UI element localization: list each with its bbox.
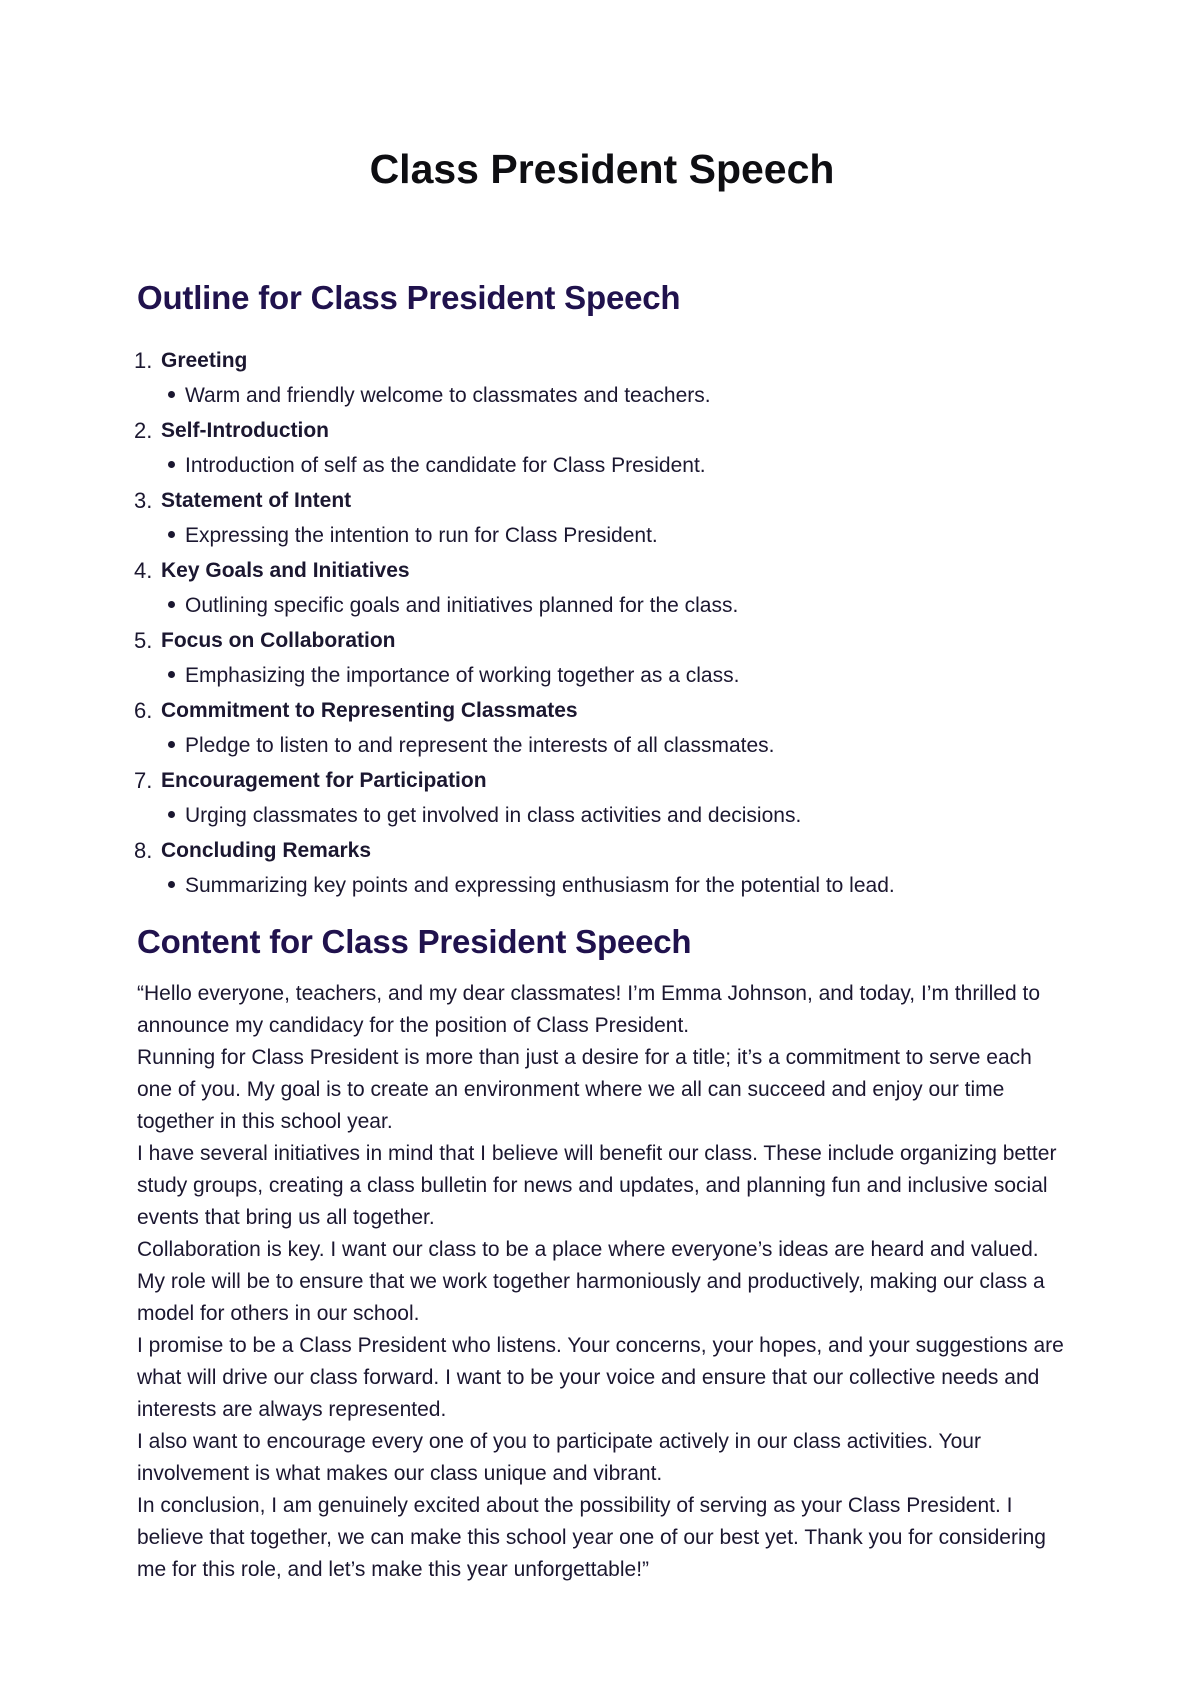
bullet-icon [168,811,175,818]
outline-item-number: 8. [134,838,153,863]
outline-item-detail [168,661,739,691]
outline-item-title: Focus on Collaboration [161,629,396,652]
outline-item-detail-text: Outlining specific goals and initiatives planned for the class. [185,594,739,617]
outline-item-number: 7. [134,768,153,793]
outline-item-detail [168,381,711,411]
outline-item-detail-text: Introduction of self as the candidate for Class President. [185,454,706,477]
outline-item-detail [168,591,738,621]
speech-paragraph: Collaboration is key. I want our class to be a place where everyone’s ideas are heard and valued. My role will be to ensure that we work together harmoniously and productively, making our class a model for others in our school. [137,1238,1045,1325]
outline-item-title: Encouragement for Participation [161,769,487,792]
outline-item-detail [168,451,706,481]
outline-item-number: 2. [134,418,153,443]
bullet-icon [168,391,175,398]
speech-paragraph: I have several initiatives in mind that I believe will benefit our class. These include organizing better study groups, creating a class bulletin for news and updates, and planning fun and inclusive social events that bring us all together. [137,1142,1057,1229]
outline-item [134,412,1067,482]
outline-item-number: 4. [134,558,153,583]
outline-item [134,692,1067,762]
bullet-icon [168,461,175,468]
outline-item-number: 1. [134,348,153,373]
content-heading: Content for Class President Speech [137,923,692,960]
outline-item-title: Key Goals and Initiatives [161,559,410,582]
outline-item [134,482,1067,552]
speech-paragraph: Running for Class President is more than just a desire for a title; it’s a commitment to serve each one of you. My goal is to create an environment where we all can succeed and enjoy our time together in this school year. [137,1046,1032,1133]
outline-item-detail [168,521,658,551]
outline-item [134,832,1067,902]
outline-item-title: Commitment to Representing Classmates [161,699,578,722]
bullet-icon [168,741,175,748]
outline-item-number: 5. [134,628,153,653]
bullet-icon [168,671,175,678]
outline-item-detail [168,731,775,761]
outline-item-title: Self-Introduction [161,419,329,442]
page-title: Class President Speech [369,146,835,192]
bullet-icon [168,531,175,538]
outline-item-detail-text: Urging classmates to get involved in class activities and decisions. [185,804,802,827]
speech-body [137,978,1072,1586]
speech-paragraph: I also want to encourage every one of you to participate actively in our class activities. Your involvement is what makes our class unique and vibrant. [137,1430,981,1485]
outline-list [134,342,1067,902]
speech-paragraph: I promise to be a Class President who listens. Your concerns, your hopes, and your suggestions are what will drive our class forward. I want to be your voice and ensure that our collective needs and interests are always represented. [137,1334,1064,1421]
outline-item-detail-text: Expressing the intention to run for Class President. [185,524,658,547]
outline-item-detail [168,801,801,831]
bullet-icon [168,601,175,608]
outline-item-detail-text: Summarizing key points and expressing enthusiasm for the potential to lead. [185,874,895,897]
outline-item-title: Statement of Intent [161,489,352,512]
outline-item-detail-text: Emphasizing the importance of working together as a class. [185,664,740,687]
outline-item-detail [168,871,895,901]
outline-item-number: 3. [134,488,153,513]
outline-item-detail-text: Pledge to listen to and represent the interests of all classmates. [185,734,775,757]
outline-item-detail-text: Warm and friendly welcome to classmates and teachers. [185,384,711,407]
outline-item-number: 6. [134,698,153,723]
speech-paragraph: In conclusion, I am genuinely excited about the possibility of serving as your Class President. I believe that together, we can make this school year one of our best yet. Thank you for considering me for this role, and let’s make this year unforgettable!” [137,1494,1046,1581]
outline-item [134,622,1067,692]
speech-paragraph: “Hello everyone, teachers, and my dear classmates! I’m Emma Johnson, and today, I’m thrilled to announce my candidacy for the position of Class President. [137,982,1041,1037]
outline-item-title: Greeting [161,349,248,372]
outline-item [134,342,1067,412]
outline-item [134,552,1067,622]
outline-heading: Outline for Class President Speech [137,279,681,316]
outline-item [134,762,1067,832]
outline-item-title: Concluding Remarks [161,839,372,862]
bullet-icon [168,881,175,888]
